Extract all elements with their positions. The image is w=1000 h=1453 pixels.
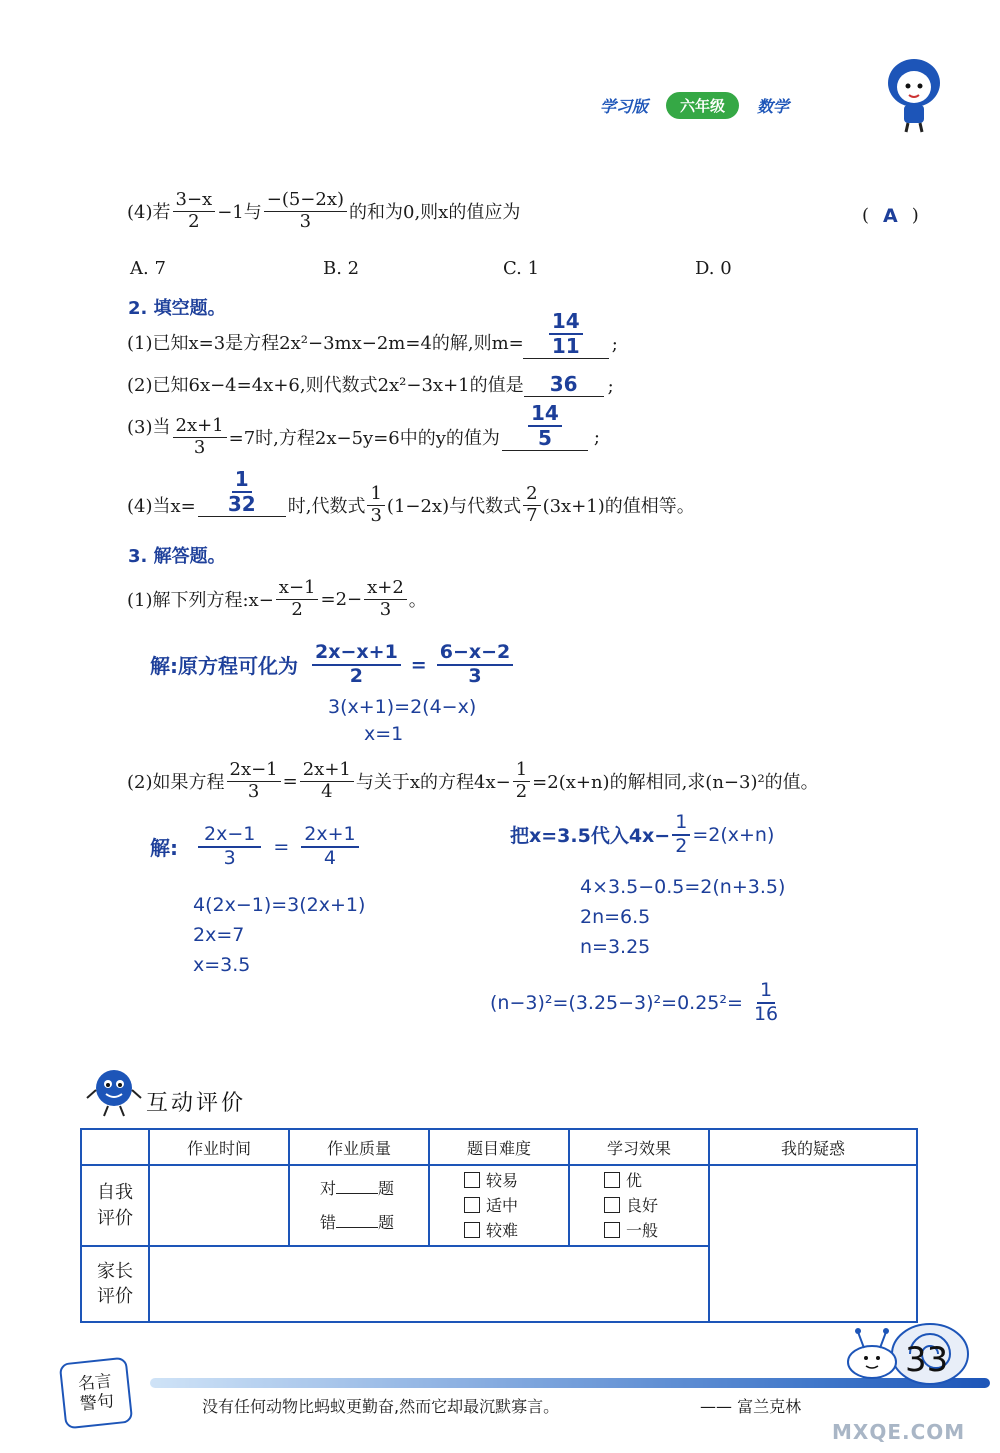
fill-q1: (1)已知x=3是方程2x²−3mx−2m=4的解,则m= $\frac{14}{11}$ ;: [127, 309, 618, 358]
edition-label: 学习版: [600, 97, 649, 116]
effect-excellent[interactable]: 优: [604, 1168, 704, 1193]
solve-1-step-2: x=1: [364, 723, 404, 745]
q4-frac2: $\frac{-(5-2x)}{3}$: [264, 190, 347, 232]
mc-answer: ( A ): [862, 205, 919, 227]
parent-eval-label: 家长评价: [81, 1246, 149, 1322]
mc-answer-value: A: [883, 205, 898, 227]
evaluation-header-row: [81, 1129, 917, 1165]
solve-2-right-step-2: 2n=6.5: [580, 906, 651, 928]
difficulty-options: [429, 1165, 569, 1246]
evaluation-table: [80, 1128, 918, 1323]
effect-options: [569, 1165, 709, 1246]
fill-q2: (2)已知6x−4=4x+6,则代数式2x²−3x+1的值是 36 ;: [127, 372, 614, 397]
checkbox-icon[interactable]: [464, 1197, 480, 1213]
option-c: C. 1: [503, 258, 540, 279]
difficulty-medium[interactable]: 适中: [464, 1193, 564, 1218]
solve-1-question: (1)解下列方程:x− $\frac{x-1}{2}$ =2− $\frac{x+2}{3}$ 。: [127, 577, 427, 620]
checkbox-icon[interactable]: [464, 1222, 480, 1238]
fill-q3-answer: $\frac{14}{5}$: [502, 402, 588, 451]
difficulty-hard[interactable]: 较难: [464, 1218, 564, 1243]
ball-mascot-icon: [84, 1064, 144, 1118]
effect-average[interactable]: 一般: [604, 1218, 704, 1243]
self-quality-cell: 对 题 错 题: [289, 1165, 429, 1246]
solve-2-final: (n−3)²=(3.25−3)²=0.25²= $\frac{1}{16}$: [490, 979, 779, 1025]
subject-label: 数学: [757, 97, 790, 116]
header-difficulty: 题目难度: [429, 1129, 569, 1165]
solve-2-question: (2)如果方程 $\frac{2x-1}{3}$ = $\frac{2x+1}{4}$ 与关于x的方程4x− $\frac{1}{2}$ =2(x+n)的解相同,求(n−3)²的值。: [127, 759, 819, 802]
page-header: [600, 92, 789, 119]
solve-2-left-step-3: x=3.5: [193, 954, 251, 976]
parent-comment-cell[interactable]: [149, 1246, 709, 1322]
header-quality: 作业质量: [289, 1129, 429, 1165]
fill-q3-frac: $\frac{2x+1}{3}$: [173, 416, 227, 458]
solve-1-solution: 解:原方程可化为 $\frac{2x-x+1}{2}$ = $\frac{6-x-2}{3}$: [150, 642, 515, 688]
solve-2-right: 把x=3.5代入4x− $\frac{1}{2}$ =2(x+n): [510, 811, 775, 857]
fill-q4-answer: $\frac{1}{32}$: [198, 468, 286, 517]
solve-2-left: 解: $\frac{2x-1}{3}$ = $\frac{2x+1}{4}$: [150, 824, 361, 870]
footer-quote: 没有任何动物比蚂蚁更勤奋,然而它却最沉默寡言。: [202, 1397, 560, 1416]
self-time-cell[interactable]: [149, 1165, 289, 1246]
solve-1-step-1: 3(x+1)=2(4−x): [328, 696, 477, 718]
self-eval-label: 自我评价: [81, 1165, 149, 1246]
page-number: 33: [905, 1340, 949, 1380]
difficulty-easy[interactable]: 较易: [464, 1168, 564, 1193]
header-time: 作业时间: [149, 1129, 289, 1165]
checkbox-icon[interactable]: [604, 1222, 620, 1238]
section-2-title: 2. 填空题。: [128, 298, 226, 319]
grade-badge: 六年级: [666, 92, 739, 119]
mc-question-4: (4)若 $\frac{3-x}{2}$ −1与 $\frac{-(5-2x)}{3}$ 的和为0,则x的值应为: [127, 189, 521, 232]
q4-frac1: $\frac{3-x}{2}$: [173, 190, 216, 232]
header-questions: 我的疑惑: [709, 1129, 917, 1165]
checkbox-icon[interactable]: [604, 1197, 620, 1213]
checkbox-icon[interactable]: [604, 1172, 620, 1188]
self-eval-row: [81, 1165, 917, 1246]
solve-2-left-step-1: 4(2x−1)=3(2x+1): [193, 894, 366, 916]
effect-good[interactable]: 良好: [604, 1193, 704, 1218]
solve-2-right-step-1: 4×3.5−0.5=2(n+3.5): [580, 876, 786, 898]
fill-q4: (4)当x= $\frac{1}{32}$ 时,代数式 $\frac{1}{3}$ (1−2x)与代数式 $\frac{2}{7}$ (3x+1)的值相等。: [127, 466, 695, 526]
header-effect: 学习效果: [569, 1129, 709, 1165]
questions-cell[interactable]: [709, 1165, 917, 1322]
wrong-count-field[interactable]: [336, 1227, 378, 1228]
q4-label: (4)若: [127, 202, 171, 224]
fill-q3: (3)当 $\frac{2x+1}{3}$ =7时,方程2x−5y=6中的y的值为 $\frac{14}{5}$ ;: [127, 400, 600, 458]
watermark: MXQE.COM: [832, 1420, 966, 1444]
evaluation-title: 互动评价: [146, 1091, 247, 1116]
option-a: A. 7: [130, 258, 166, 279]
checkbox-icon[interactable]: [464, 1172, 480, 1188]
footer-tag: 名言警句: [59, 1357, 134, 1430]
solve-2-right-step-3: n=3.25: [580, 936, 651, 958]
option-d: D. 0: [695, 258, 732, 279]
correct-count-field[interactable]: [336, 1193, 378, 1194]
section-3-title: 3. 解答题。: [128, 546, 226, 567]
option-b: B. 2: [323, 258, 360, 279]
footer-author: —— 富兰克林: [700, 1397, 802, 1416]
fill-q1-answer: $\frac{14}{11}$: [526, 310, 606, 359]
girl-mascot-icon: [884, 55, 944, 133]
solve-2-left-step-2: 2x=7: [193, 924, 245, 946]
fill-q2-answer: 36: [524, 372, 604, 397]
